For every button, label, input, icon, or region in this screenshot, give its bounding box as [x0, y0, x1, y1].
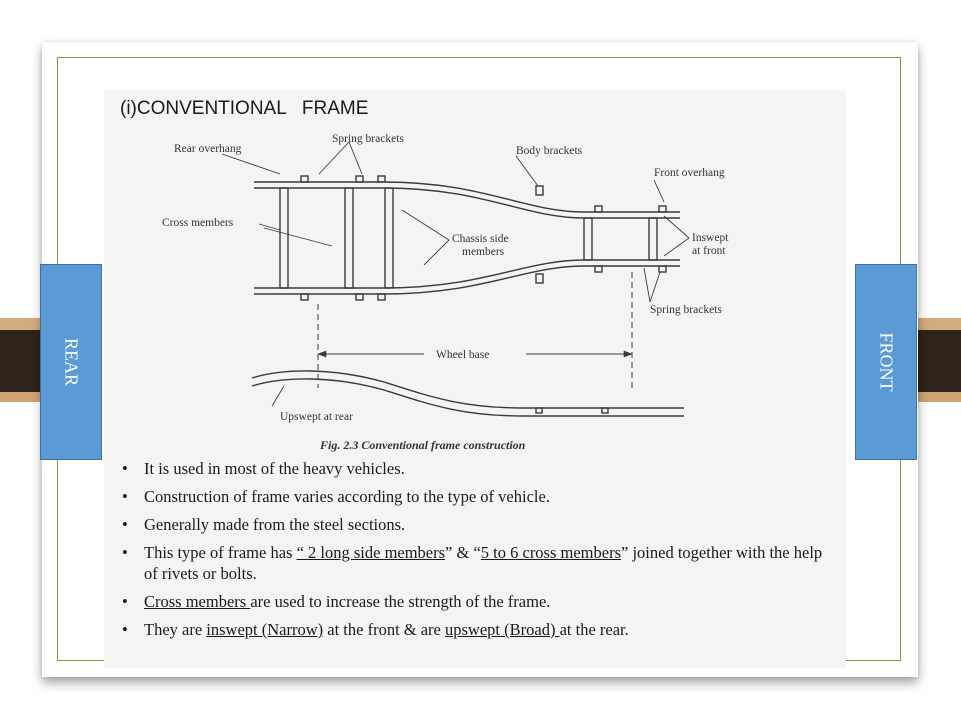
bullet-underlined-text: “ 2 long side members: [296, 543, 446, 562]
side-view-upper: [252, 371, 684, 408]
label-inswept-2: at front: [692, 245, 726, 257]
front-tab: [855, 264, 917, 460]
bullet-text: This type of frame has: [144, 543, 297, 562]
label-front-overhang: Front overhang: [654, 167, 725, 179]
label-cross-members: Cross members: [162, 217, 234, 229]
label-wheel-base: Wheel base: [436, 349, 490, 361]
rear-tab: [40, 264, 102, 460]
diagram-labels: [162, 133, 729, 452]
bullet-list: [118, 458, 838, 647]
label-chassis-side-2: members: [462, 246, 505, 258]
bullet-text: at the front & are: [323, 620, 446, 639]
label-rear-overhang: Rear overhang: [174, 143, 242, 155]
figure-caption: Fig. 2.3 Conventional frame construction: [320, 438, 526, 452]
rear-tab-label: REAR: [61, 337, 82, 387]
bottom-side-member-upper: [254, 260, 680, 288]
bullet-underlined-text: Cross members: [144, 592, 251, 611]
label-upswept-at-rear: Upswept at rear: [280, 411, 353, 423]
bullet-item: [118, 514, 838, 535]
slide-content-image: [104, 90, 846, 668]
bullet-text: at the rear.: [559, 620, 629, 639]
label-spring-brackets-bottom: Spring brackets: [650, 304, 722, 316]
bullet-text: They are: [144, 620, 207, 639]
label-spring-brackets-top: Spring brackets: [332, 133, 404, 145]
bullet-item: [118, 619, 838, 640]
bullet-underlined-text: 5 to 6 cross members: [480, 543, 622, 562]
front-tab-label: FRONT: [876, 332, 897, 392]
label-inswept-1: Inswept: [692, 232, 729, 244]
bullet-text: are used to increase the strength of the frame.: [250, 592, 551, 611]
bullet-item: [118, 591, 838, 612]
label-body-brackets: Body brackets: [516, 145, 583, 157]
bullet-item: [118, 458, 838, 479]
top-side-member-upper: [254, 182, 680, 212]
bullet-underlined-text: inswept (Narrow): [206, 620, 324, 639]
bullet-item: [118, 542, 838, 584]
bullet-text: ” joined together with the help of rivets or bolts.: [144, 543, 823, 583]
bullet-text: It is used in most of the heavy vehicles.: [144, 459, 405, 478]
slide: [42, 42, 918, 677]
bullet-text: ” & “: [445, 543, 481, 562]
top-side-member-lower: [254, 188, 680, 218]
frame-diagram: [104, 90, 846, 458]
bullet-text: Construction of frame varies according to the type of vehicle.: [144, 487, 550, 506]
slide-title: (i)CONVENTIONAL FRAME: [120, 98, 369, 119]
bullet-text: Generally made from the steel sections.: [144, 515, 406, 534]
label-chassis-side-1: Chassis side: [452, 233, 509, 245]
bullet-item: [118, 486, 838, 507]
bullet-underlined-text: upswept (Broad): [445, 620, 560, 639]
